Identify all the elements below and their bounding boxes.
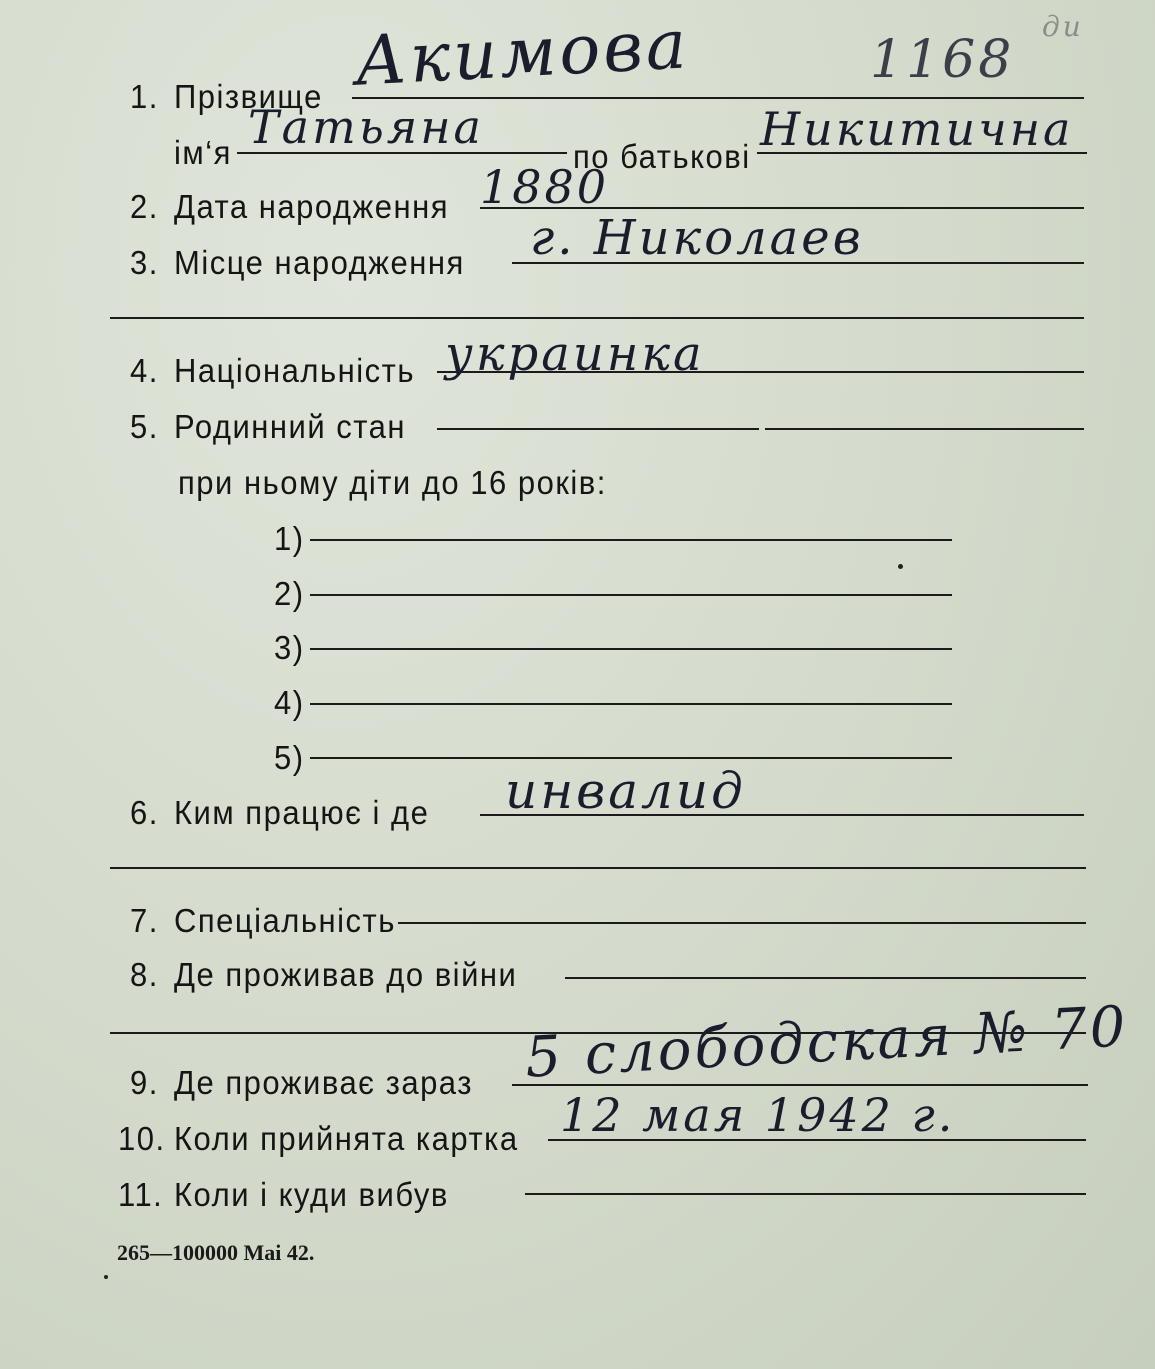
prewar-residence-line bbox=[565, 977, 1086, 979]
surname-line bbox=[352, 97, 1084, 99]
field-5-number: 5. bbox=[130, 408, 159, 446]
birth-date-label: Дата народження bbox=[174, 188, 450, 226]
patronymic-label: по батькові bbox=[573, 138, 751, 176]
field-11-number: 11. bbox=[118, 1176, 164, 1214]
card-code-handwritten: 1168 bbox=[870, 30, 1015, 90]
field-7-number: 7. bbox=[130, 902, 159, 940]
occupation-label: Ким працює і де bbox=[174, 794, 430, 832]
nationality-handwritten: украинка bbox=[445, 326, 705, 382]
field-8-number: 8. bbox=[130, 956, 159, 994]
current-residence-handwritten: 5 слободская № 70 bbox=[523, 994, 1130, 1091]
name-label: ім‘я bbox=[174, 134, 232, 172]
specialty-line bbox=[398, 922, 1086, 924]
specialty-label: Спеціальність bbox=[174, 902, 396, 940]
ink-dot bbox=[898, 564, 903, 569]
field-6-number: 6. bbox=[130, 794, 159, 832]
field-1-number: 1. bbox=[130, 78, 159, 116]
field-9-number: 9. bbox=[130, 1064, 159, 1102]
child-5-label: 5) bbox=[274, 739, 305, 777]
surname-label: Прізвище bbox=[174, 78, 323, 116]
field-10-number: 10. bbox=[118, 1120, 166, 1158]
marital-status-line-left bbox=[437, 428, 759, 430]
child-1-line bbox=[310, 539, 952, 541]
birth-date-handwritten: 1880 bbox=[480, 160, 610, 214]
departure-label: Коли і куди вибув bbox=[174, 1176, 449, 1214]
occupation-handwritten: инвалид bbox=[505, 762, 746, 820]
birth-place-label: Місце народження bbox=[174, 244, 465, 282]
birth-place-handwritten: г. Николаев bbox=[530, 210, 864, 266]
child-2-label: 2) bbox=[274, 575, 305, 613]
child-5-line bbox=[310, 757, 952, 759]
patronymic-handwritten: Никитична bbox=[760, 102, 1074, 156]
child-1-label: 1) bbox=[274, 520, 305, 558]
departure-line bbox=[525, 1193, 1086, 1195]
child-3-line bbox=[310, 648, 952, 650]
children-label: при ньому діти до 16 років: bbox=[178, 464, 607, 502]
card-code-suffix: ди bbox=[1042, 10, 1084, 43]
surname-handwritten: Акимова bbox=[353, 5, 692, 102]
card-accepted-handwritten: 12 мая 1942 г. bbox=[560, 1088, 956, 1142]
name-handwritten: Татьяна bbox=[248, 100, 484, 154]
child-4-line bbox=[310, 703, 952, 705]
birth-place-extra-line bbox=[110, 317, 1084, 319]
print-run-footer: 265—100000 Mai 42. bbox=[117, 1240, 315, 1265]
field-2-number: 2. bbox=[130, 188, 159, 226]
child-2-line bbox=[310, 594, 952, 596]
card-accepted-label: Коли прийнята картка bbox=[174, 1120, 519, 1158]
prewar-residence-label: Де проживав до війни bbox=[174, 956, 518, 994]
occupation-extra-line bbox=[110, 867, 1086, 869]
nationality-label: Національність bbox=[174, 352, 415, 390]
child-4-label: 4) bbox=[274, 684, 305, 722]
marital-status-label: Родинний стан bbox=[174, 408, 406, 446]
field-4-number: 4. bbox=[130, 352, 159, 390]
field-3-number: 3. bbox=[130, 244, 159, 282]
child-3-label: 3) bbox=[274, 629, 305, 667]
ink-dot-footer bbox=[104, 1275, 108, 1279]
marital-status-line-right bbox=[765, 428, 1084, 430]
current-residence-label: Де проживає зараз bbox=[174, 1064, 473, 1102]
